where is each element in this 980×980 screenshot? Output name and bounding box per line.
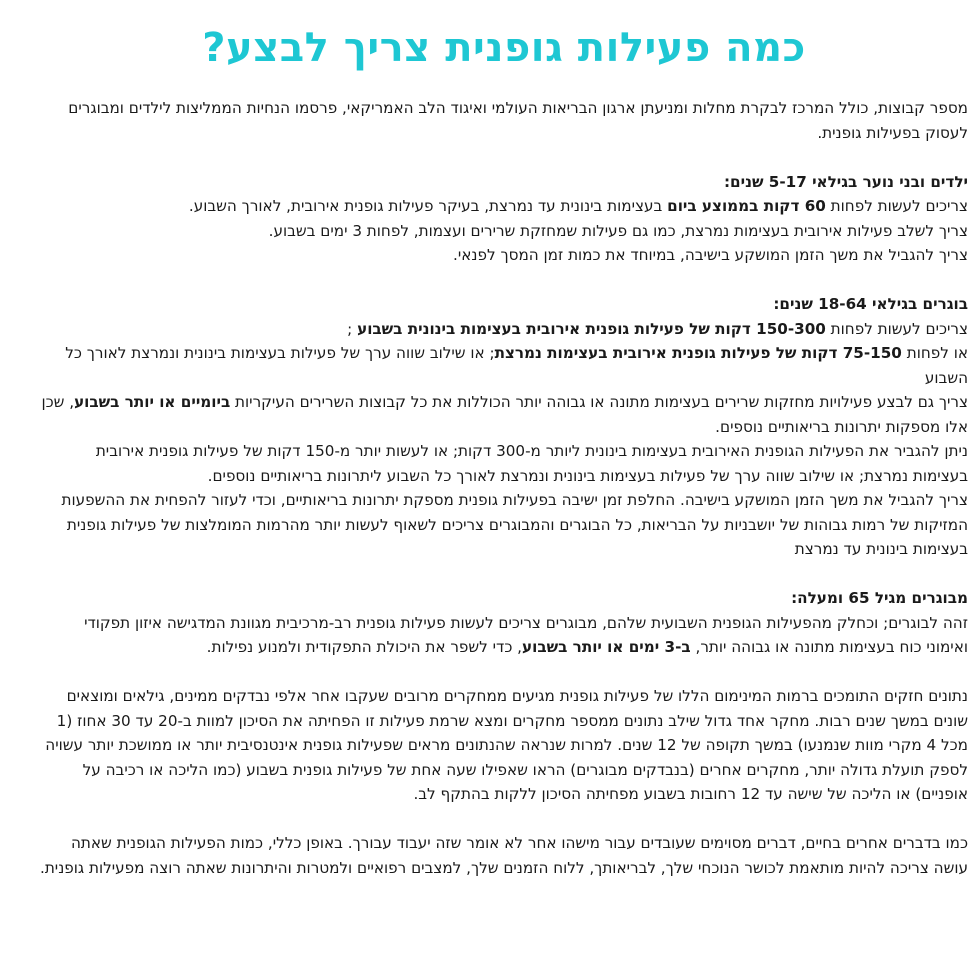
seniors-heading: מבוגרים מגיל 65 ומעלה: <box>791 589 968 607</box>
title-question-mark: ? <box>202 25 226 71</box>
children-line-1-post: בעצימות בינונית עד נמרצת, בעיקר פעילות גופנית אירובית, לאורך השבוע. <box>188 197 668 215</box>
children-line-1-bold: 60 דקות בממוצע ביום <box>667 197 826 215</box>
adults-line-3-bold: ביומיים או יותר בשבוע <box>74 393 231 411</box>
adults-line-1-post: ; <box>347 319 358 338</box>
seniors-text-pre: זהה לבוגרים; וכחלק מהפעילות הגופנית השבועית שלהם, מבוגרים צריכים לעשות פעילות גופנית רב-מרכיבית מגוונת המדגישה איזון תפקודי ואימוני כוח בעצימות מתונה או גבוהה יותר, <box>84 613 968 656</box>
seniors-text <box>40 611 968 660</box>
children-line-1 <box>40 194 968 219</box>
adults-line-4: ניתן להגביר את הפעילות הגופנית האירובית בעצימות בינונית ליותר מ-300 דקות; או לעשות יותר מ-150 דקות של פעילות גופנית אירובית בעצימות נמרצת; או שילוב שווה ערך של פעילות בעצימות בינונית ונמרצת לאורך כל השבוע ליתרונות בריאותיים נוספים. <box>95 442 968 485</box>
page-title <box>40 0 968 78</box>
seniors-text-bold: ב-3 ימים או יותר בשבוע <box>522 638 691 656</box>
adults-line-1 <box>40 317 968 342</box>
closing-paragraph: כמו בדברים אחרים בחיים, דברים מסוימים שעובדים עבור מישהו אחר לא אומר שזה יעבוד עבורך. באופן כללי, כמות הפעילות הגופנית שאתה עושה צריכה להיות מותאמת לכושר הנוכחי שלך, לבריאותך, ללוח הזמנים שלך, למצבים רפואיים ולמטרות והיתרונות שאתה רוצה מפעילות גופנית. <box>40 834 968 877</box>
research-paragraph: נתונים חזקים התומכים ברמות המינימום הללו של פעילות גופנית מגיעים ממחקרים מרובים שעקבו אחר אלפי נבדקים ממינים, גילאים ומוצאים שונים במשך שנים רבות. מחקר אחד גדול שילב נתונים ממספר מחקרים ומצא שרמת פעילות זו הפחיתה את הסיכון למוות ב-20 עד 30 אחוז (1 מכל 4 מקרי מוות שנמנעו) במשך תקופה של 12 שנים. למרות שנראה שהנתונים מראים שפעילות גופנית אינטנסיבית יותר או ממושכת יותר עשויה לספק תועלת גדולה יותר, מחקרים אחרים (בנבדקים מבוגרים) הראו שאפילו שעה אחת של פעילות גופנית בשבוע (כמו הליכה או רכיבה על אופניים) או הליכה של שישה עד 12 רחובות בשבוע מפחיתה הסיכון ללקות בהתקף לב. <box>45 687 968 803</box>
children-line-2: צריך לשלב פעילות אירובית בעצימות נמרצת, כמו גם פעילות שמחזקת שרירים ועצמות, לפחות 3 ימים בשבוע. <box>268 221 968 240</box>
adults-line-1-bold: 150-300 דקות של פעילות גופנית אירובית בעצימות בינונית בשבוע <box>357 319 826 338</box>
intro-paragraph: מספר קבוצות, כולל המרכז לבקרת מחלות ומניעתן ארגון הבריאות העולמי ואיגוד הלב האמריקאי, פרסמו הנחיות הממליצות לילדים ומבוגרים לעסוק בפעילות גופנית. <box>68 99 968 142</box>
adults-line-2 <box>40 341 968 390</box>
adults-section <box>40 292 968 562</box>
adults-line-2-post: ; או שילוב שווה ערך של פעילות בעצימות בינונית ונמרצת לאורך כל השבוע <box>65 344 968 387</box>
children-line-1-pre: צריכים לעשות לפחות <box>825 197 968 215</box>
article-body <box>40 96 968 880</box>
adults-line-3-post: , שכן אלו מספקות יתרונות בריאותיים נוספים. <box>41 393 968 436</box>
adults-line-5: צריך להגביל את משך הזמן המושקע בישיבה. החלפת זמן ישיבה בפעילות גופנית מספקת יתרונות בריאותיים, וכדי לעזור להפחית את ההשפעות המזיקות של רמות גבוהות של יושבניות על הבריאות, כל הבוגרים והמבוגרים צריכים לשאוף לעשות יותר מהרמות המומלצות של פעילות גופנית בעצימות בינונית עד נמרצת <box>61 491 968 558</box>
adults-line-2-pre: או לפחות <box>901 344 968 362</box>
adults-heading: בוגרים בגילאי 18-64 שנים: <box>773 295 968 313</box>
seniors-section <box>40 586 968 660</box>
children-heading: ילדים ובני נוער בגילאי 5-17 שנים: <box>723 172 968 191</box>
adults-line-3 <box>40 390 968 439</box>
adults-line-1-pre: צריכים לעשות לפחות <box>825 319 968 338</box>
seniors-text-post: , כדי לשפר את היכולת התפקודית ולמנוע נפילות. <box>206 638 523 656</box>
adults-line-3-pre: צריך גם לבצע פעילויות מחזקות שרירים בעצימות מתונה או גבוהה יותר הכוללות את כל קבוצות השרירים העיקריות <box>230 393 968 411</box>
adults-line-2-bold: 75-150 דקות של פעילות גופנית אירובית בעצימות נמרצת <box>494 344 902 362</box>
page-title-text: כמה פעילות גופנית צריך לבצע <box>225 25 806 71</box>
children-line-3: צריך להגביל את משך הזמן המושקע בישיבה, במיוחד את כמות זמן המסך לפנאי. <box>453 246 968 264</box>
children-section <box>40 170 968 268</box>
